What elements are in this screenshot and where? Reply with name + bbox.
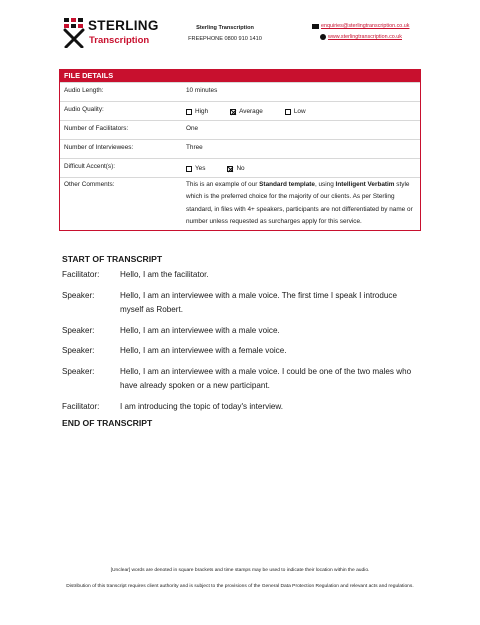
facilitators-row [60,120,420,139]
option-label: Average [239,107,263,115]
transcript-turn [62,289,422,318]
interviewees-label: Number of Interviewees: [64,144,134,151]
facilitators-label: Number of Facilitators: [64,125,129,132]
quality-option-average[interactable] [230,103,263,120]
comments-text: style which is the preferred choice for the majority of our clients. As per Sterling standard, in files with 4+ speakers, participants are not differentiated by name or number unless requested as surcharges apply for this service. [186,181,413,226]
globe-icon [320,34,326,40]
accent-option-no[interactable] [227,160,244,177]
audio-length-label: Audio Length: [64,87,104,94]
sterling-logo [62,16,159,50]
option-label: Low [293,107,306,115]
turn-text: Hello, I am an interviewee with a male voice. [120,325,280,335]
transcript-turn [62,324,422,339]
checkbox-checked-icon[interactable] [230,109,236,115]
option-label: Yes [195,164,206,172]
turn-text: Hello, I am an interviewee with a male voice. I could be one of the two males who have already spoken or a new participant. [120,366,412,390]
comments-bold-style: Intelligent Verbatim [335,181,395,188]
comments-label: Other Comments: [64,181,115,188]
turn-text: Hello, I am an interviewee with a female voice. [120,346,287,355]
quality-option-high[interactable] [186,103,208,120]
logo-brand-text: STERLING [88,18,159,33]
audio-length-row [60,82,420,101]
email-link[interactable]: enquiries@sterlingtranscription.co.uk [321,23,410,29]
facilitators-value: One [186,125,199,132]
accent-row [60,158,420,177]
envelope-icon [312,24,319,29]
start-heading: START OF TRANSCRIPT [62,254,163,264]
transcript-turn [62,344,422,359]
audio-quality-label: Audio Quality: [64,106,104,113]
end-heading: END OF TRANSCRIPT [62,418,153,428]
audio-quality-row [60,101,420,120]
audio-quality-options [186,102,420,120]
checkbox-checked-icon[interactable] [227,166,233,172]
comments-value [186,178,420,230]
speaker-label: Speaker: [62,290,95,300]
file-details-title: FILE DETAILS [60,70,420,82]
page-header [0,16,480,52]
speaker-label: Speaker: [62,366,95,376]
checkbox-icon[interactable] [186,109,192,115]
email-row [312,23,409,29]
website-link[interactable]: www.sterlingtranscription.co.uk [328,34,402,40]
accent-label: Difficult Accent(s): [64,163,116,170]
checkbox-icon[interactable] [186,166,192,172]
interviewees-value: Three [186,144,203,151]
speaker-label: Speaker: [62,325,95,335]
website-row [320,34,402,40]
comments-row [60,177,420,230]
option-label: No [236,164,245,172]
footer-note-unclear: [Unclear] words are denoted in square brackets and time stamps may be used to indicate their location within the audio. [110,568,370,573]
speaker-label: Speaker: [62,346,95,355]
transcript-turn [62,365,422,394]
audio-length-value: 10 minutes [186,87,218,94]
quality-option-low[interactable] [285,103,306,120]
accent-option-yes[interactable] [186,160,205,177]
interviewees-row [60,139,420,158]
checkbox-icon[interactable] [285,109,291,115]
turn-text: Hello, I am the facilitator. [120,270,209,279]
comments-bold-template: Standard template [259,181,315,188]
logo-sub-text: Transcription [89,35,150,46]
turn-text: I am introducing the topic of today's interview. [120,401,284,411]
file-details-table [59,69,421,231]
turn-text: Hello, I am an interviewee with a male voice. The first time I speak I introduce myself as Robert. [120,290,397,314]
transcript-turn [62,400,422,415]
footer-note-distribution: Distribution of this transcript requires client authority and is subject to the provisions of the General Data Protection Regulation and relevant acts and regulations. [66,584,414,589]
speaker-label: Facilitator: [62,270,100,279]
speaker-label: Facilitator: [62,401,100,411]
accent-options [186,159,420,177]
company-name: Sterling Transcription [196,25,254,31]
company-phone: FREEPHONE 0800 910 1410 [188,36,262,42]
logo-mark-icon [62,18,86,48]
comments-text: , using [314,181,336,188]
option-label: High [195,107,209,115]
comments-text: This is an example of our [186,181,260,188]
transcript-turn [62,268,422,283]
transcript-body [62,254,422,428]
